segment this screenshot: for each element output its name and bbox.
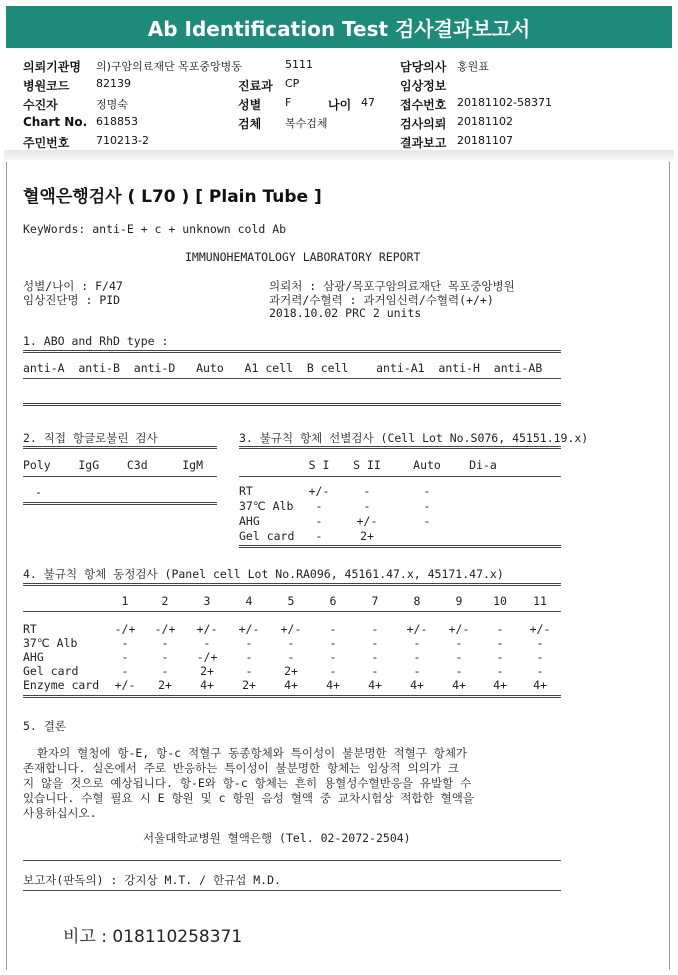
clinical-info-label: 임상정보 [400,79,447,93]
ward-value: 5111 [285,58,313,71]
dept-label: 진료과 [238,79,273,93]
panel-cell: +/- [406,622,428,636]
panel-cell: 4+ [368,678,382,692]
panel-cell: +/- [114,678,136,692]
dat-top-rule [23,446,217,449]
id-value: 710213-2 [96,134,149,147]
patient-label: 수진자 [23,98,58,112]
panel-cell: -/+ [154,622,176,636]
panel-col-header: 5 [287,594,295,608]
panel-cell: +/- [280,622,302,636]
panel-cell: - [496,622,504,636]
conclusion-line: 존재합니다. 실온에서 주로 반응하는 특이성이 불분명한 항체는 임상적 의의가 크 [23,761,459,775]
dat-mid-rule [23,476,217,477]
panel-col-header: 1 [121,594,129,608]
screen-cell: - [423,484,431,498]
screen-row-label: Gel card [239,529,295,543]
screen-row-label: 37℃ Alb [239,499,294,513]
abo-bottom-rule [23,403,561,406]
screen-col-header: Di-a [469,458,497,472]
panel-row-label: RT [23,622,37,636]
panel-col-header: 9 [455,594,463,608]
panel-cell: - [329,650,337,664]
abo-title: 1. ABO and RhD type : [23,334,169,348]
screen-col-header: S II [353,458,381,472]
screen-row-label: AHG [239,514,260,528]
panel-col-header: 11 [533,594,547,608]
panel-col-header: 7 [371,594,379,608]
reporter-line: 보고자(판독의) : 강지상 M.T. / 한규섭 M.D. [23,873,281,887]
panel-row-label: 37℃ Alb [23,636,78,650]
panel-cell: +/- [196,622,218,636]
dept-value: CP [285,77,300,90]
request-value: 20181102 [457,115,513,128]
panel-cell: -/+ [196,650,218,664]
panel-row-label: AHG [23,650,44,664]
hospital-code-label: 병원코드 [23,79,70,93]
panel-cell: - [371,636,379,650]
screen-cell: - [423,514,431,528]
panel-cell: - [245,664,253,678]
panel-cell: - [371,622,379,636]
receipt-value: 20181102-58371 [457,96,552,109]
specimen-label: 검체 [238,117,262,131]
reporter-rule [23,890,561,891]
panel-cell: - [329,664,337,678]
screen-cell: +/- [356,514,378,528]
panel-cell: - [455,664,463,678]
panel-cell: - [245,650,253,664]
panel-cell: 4+ [533,678,547,692]
lab-title: IMMUNOHEMATOLOGY LABORATORY REPORT [185,250,421,264]
screen-col-header: S I [308,458,330,472]
panel-cell: 4+ [200,678,214,692]
specimen-value: 복수검체 [285,117,328,130]
requester-line: 의뢰처 : 삼광/목포구암의료재단 목포중앙병원 [269,279,515,293]
panel-cell: +/- [529,622,551,636]
transfusion-line: 2018.10.02 PRC 2 units [269,306,422,320]
panel-cell: 4+ [410,678,424,692]
panel-cell: - [161,636,169,650]
chart-value: 618853 [96,115,138,128]
screen-cell: - [315,499,323,513]
chart-label: Chart No. [23,115,88,129]
conclusion-line: 사용하십시오. [23,806,97,820]
sex-label: 성별 [238,98,262,112]
panel-col-header: 3 [203,594,211,608]
panel-mid-rule [23,611,561,612]
screen-cell: - [315,514,323,528]
diagnosis-line: 임상진단명 : PID [23,293,121,307]
screen-cell: +/- [308,484,330,498]
panel-cell: - [455,650,463,664]
header-divider [4,150,674,160]
panel-cell: - [496,636,504,650]
abo-mid-rule [23,378,561,379]
conclusion-line: 환자의 혈청에 항-E, 항-c 적혈구 동종항체와 특이성이 불분명한 적혈구 항체가 [23,746,468,760]
dat-bottom-rule [23,502,217,505]
doctor-label: 담당의사 [400,60,447,74]
panel-bottom-rule [23,695,561,698]
report-body [6,162,670,970]
abo-headers: anti-A anti-B anti-D Auto A1 cell B cell anti-A1 anti-H anti-AB [23,361,543,375]
panel-cell: - [161,664,169,678]
screen-title: 3. 불규칙 항체 선별검사 (Cell Lot No.S076, 45151.19.x) [239,431,589,445]
receipt-label: 접수번호 [400,98,447,112]
panel-cell: - [536,636,544,650]
conclusion-line: 지 않을 것으로 예상됩니다. 항-E와 항-c 항체는 흔히 용혈성수혈반응을 유발할 수 [23,776,472,790]
panel-cell: - [413,650,421,664]
history-line: 과거력/수혈력 : 과거임신력/수혈력(+/+) [269,293,494,307]
panel-cell: - [329,636,337,650]
screen-cell: 2+ [360,529,374,543]
screen-bottom-rule [239,545,561,548]
request-label: 검사의뢰 [400,117,447,131]
panel-cell: 4+ [493,678,507,692]
panel-cell: - [371,650,379,664]
institution-label: 의뢰기관명 [23,60,81,74]
panel-cell: 2+ [242,678,256,692]
age-label: 나이 [328,98,352,112]
abo-top-rule [23,350,561,353]
panel-cell: - [413,664,421,678]
sex-value: F [285,96,292,109]
section-title: 혈액은행검사 ( L70 ) [ Plain Tube ] [23,187,322,207]
screen-row-label: RT [239,484,253,498]
screen-top-rule [239,446,561,449]
screen-cell: - [315,529,323,543]
panel-cell: - [121,664,129,678]
panel-cell: - [287,636,295,650]
panel-cell: - [245,636,253,650]
panel-cell: - [455,636,463,650]
panel-cell: 4+ [452,678,466,692]
panel-col-header: 4 [245,594,253,608]
dat-title: 2. 직접 항글로불린 검사 [23,431,158,445]
panel-cell: -/+ [114,622,136,636]
panel-top-rule [23,583,561,586]
hospital-code-value: 82139 [96,77,131,90]
report-date-value: 20181107 [457,134,513,147]
doctor-value: 홍원표 [457,60,489,73]
panel-row-label: Enzyme card [23,678,100,692]
sex-age-line: 성별/나이 : F/47 [23,279,123,293]
panel-cell: - [496,664,504,678]
panel-cell: - [329,622,337,636]
panel-cell: - [121,636,129,650]
remark: 비고 : 018110258371 [63,927,243,947]
panel-cell: - [536,664,544,678]
panel-cell: - [536,650,544,664]
panel-cell: - [413,636,421,650]
patient-header [0,52,678,152]
panel-cell: - [121,650,129,664]
panel-row-label: Gel card [23,664,79,678]
keywords: KeyWords: anti-E + c + unknown cold Ab [23,222,287,236]
panel-col-header: 8 [413,594,421,608]
panel-title: 4. 불규칙 항체 동정검사 (Panel cell Lot No.RA096, 45161.47.x, 45171.47.x) [23,567,504,581]
institution-value: 의)구암의료재단 목포중앙병동 [96,60,242,73]
report-date-label: 결과보고 [400,136,447,150]
panel-cell: 4+ [326,678,340,692]
panel-cell: - [161,650,169,664]
panel-cell: 2+ [284,664,298,678]
panel-cell: - [203,636,211,650]
signature-rule [23,860,561,861]
panel-cell: 2+ [200,664,214,678]
screen-col-header: Auto [413,458,441,472]
panel-cell: 2+ [158,678,172,692]
screen-cell: - [363,484,371,498]
screen-cell: - [363,499,371,513]
panel-cell: +/- [448,622,470,636]
screen-mid-rule [239,476,561,477]
patient-value: 정명숙 [96,98,128,111]
dat-result: - [35,485,42,499]
panel-cell: +/- [238,622,260,636]
panel-cell: 4+ [284,678,298,692]
panel-col-header: 10 [493,594,507,608]
panel-col-header: 2 [161,594,169,608]
dat-headers: Poly IgG C3d IgM [23,458,204,472]
id-label: 주민번호 [23,136,70,150]
panel-col-header: 6 [329,594,337,608]
screen-cell: - [423,499,431,513]
panel-cell: - [287,650,295,664]
conclusion-line: 있습니다. 수혈 필요 시 E 항원 및 c 항원 음성 혈액 중 교차시험상 적합한 혈액을 [23,791,474,805]
panel-cell: - [371,664,379,678]
panel-cell: - [496,650,504,664]
report-title: Ab Identification Test 검사결과보고서 [6,6,672,48]
hospital-line: 서울대학교병원 혈액은행 (Tel. 02-2072-2504) [143,831,411,845]
age-value: 47 [361,96,375,109]
conclusion-title: 5. 결론 [23,719,66,733]
